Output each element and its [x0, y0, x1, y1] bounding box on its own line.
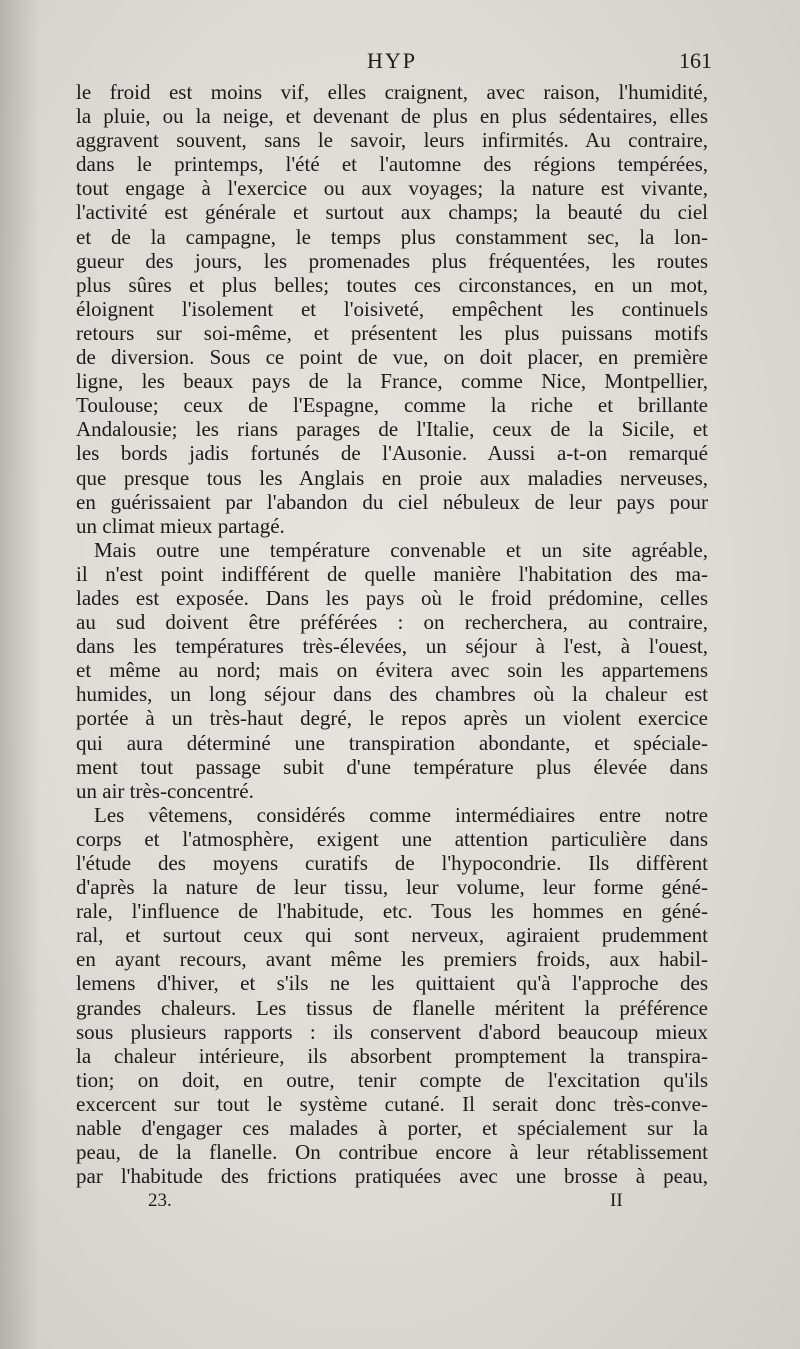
text-line: lemens d'hiver, et s'ils ne les quittaient qu'à l'approche des: [76, 971, 708, 996]
text-line: ligne, les beaux pays de la France, comme Nice, Montpellier,: [76, 369, 708, 394]
text-line: l'activité est générale et surtout aux champs; la beauté du ciel: [76, 200, 708, 225]
running-head: [76, 48, 712, 80]
text-line: sous plusieurs rapports : ils conservent d'abord beaucoup mieux: [76, 1019, 708, 1044]
text-line: Toulouse; ceux de l'Espagne, comme la riche et brillante: [76, 393, 708, 418]
text-line: de diversion. Sous ce point de vue, on doit placer, en première: [76, 345, 708, 370]
text-line: tout engage à l'exercice ou aux voyages; la nature est vivante,: [76, 176, 708, 201]
text-line: d'après la nature de leur tissu, leur volume, leur forme géné-: [76, 875, 708, 900]
text-line: dans le printemps, l'été et l'automne des régions tempérées,: [76, 152, 708, 177]
text-line: excercent sur tout le système cutané. Il serait donc très-conve-: [76, 1091, 708, 1116]
text-line: et de la campagne, le temps plus constamment sec, la lon-: [76, 224, 708, 249]
text-line: corps et l'atmosphère, exigent une attention particulière dans: [76, 826, 708, 851]
text-line: la chaleur intérieure, ils absorbent promptement la transpira-: [76, 1043, 708, 1068]
text-line: retours sur soi-même, et présentent les plus puissans motifs: [76, 320, 708, 345]
text-line: gueur des jours, les promenades plus fréquentées, les routes: [76, 248, 708, 273]
paragraph-end-line: un air très-concentré.: [76, 778, 254, 803]
text-block: [76, 48, 712, 1218]
text-line: et même au nord; mais on évitera avec soin les appartemens: [76, 658, 708, 683]
text-line: l'étude des moyens curatifs de l'hypocondrie. Ils diffèrent: [76, 851, 708, 875]
text-line: par l'habitude des frictions pratiquées avec une brosse à peau,: [76, 1164, 708, 1189]
text-line: peau, de la flanelle. On contribue encore à leur rétablissement: [76, 1140, 708, 1165]
text-line: les bords jadis fortunés de l'Ausonie. Aussi a-t-on remarqué: [76, 441, 708, 466]
text-line: lades est exposée. Dans les pays où le froid prédomine, celles: [76, 585, 708, 610]
sheet-number: II: [610, 1190, 623, 1212]
text-line: plus sûres et plus belles; toutes ces circonstances, en un mot,: [76, 272, 708, 297]
paragraph-start-line: Les vêtemens, considérés comme intermédiaires entre notre: [94, 802, 708, 827]
text-line: rale, l'influence de l'habitude, etc. Tous les hommes en géné-: [76, 899, 708, 924]
paragraph-end-line: un climat mieux partagé.: [76, 513, 285, 538]
text-line: que presque tous les Anglais en proie aux maladies nerveuses,: [76, 465, 708, 490]
text-line: tion; on doit, en outre, tenir compte de l'excitation qu'ils: [76, 1067, 708, 1092]
text-line: ral, et surtout ceux qui sont nerveux, agiraient prudemment: [76, 923, 708, 948]
running-head-title: HYP: [366, 48, 417, 73]
text-line: la pluie, ou la neige, et devenant de plus en plus sédentaires, elles: [76, 104, 708, 129]
text-line: aggravent souvent, sans le savoir, leurs infirmités. Au contraire,: [76, 128, 708, 153]
text-line: en ayant recours, avant même les premiers froids, aux habil-: [76, 947, 708, 972]
text-line: éloignent l'isolement et l'oisiveté, empêchent les continuels: [76, 296, 708, 321]
text-line: au sud doivent être préférées : on recherchera, au contraire,: [76, 610, 708, 635]
text-line: ment tout passage subit d'une température plus élevée dans: [76, 754, 708, 779]
page-number: 161: [679, 48, 712, 73]
text-line: nable d'engager ces malades à porter, et spécialement sur la: [76, 1116, 708, 1141]
text-line: il n'est point indifférent de quelle manière l'habitation des ma-: [76, 561, 708, 586]
text-line: dans les températures très-élevées, un séjour à l'est, à l'ouest,: [76, 634, 708, 659]
paragraph-start-line: Mais outre une température convenable et un site agréable,: [94, 537, 708, 562]
text-line: Andalousie; les rians parages de l'Italie, ceux de la Sicile, et: [76, 417, 708, 442]
text-line: humides, un long séjour dans des chambres où la chaleur est: [76, 682, 708, 707]
page-footer: [76, 1190, 708, 1218]
body-text: [76, 80, 708, 1188]
signature-mark: 23.: [148, 1190, 172, 1212]
text-line: en guérissaient par l'abandon du ciel nébuleux de leur pays pour: [76, 489, 708, 514]
text-line: qui aura déterminé une transpiration abondante, et spéciale-: [76, 730, 708, 755]
text-line: grandes chaleurs. Les tissus de flanelle méritent la préférence: [76, 995, 708, 1020]
text-line: portée à un très-haut degré, le repos après un violent exercice: [76, 706, 708, 731]
text-line: le froid est moins vif, elles craignent, avec raison, l'humidité,: [76, 80, 708, 104]
